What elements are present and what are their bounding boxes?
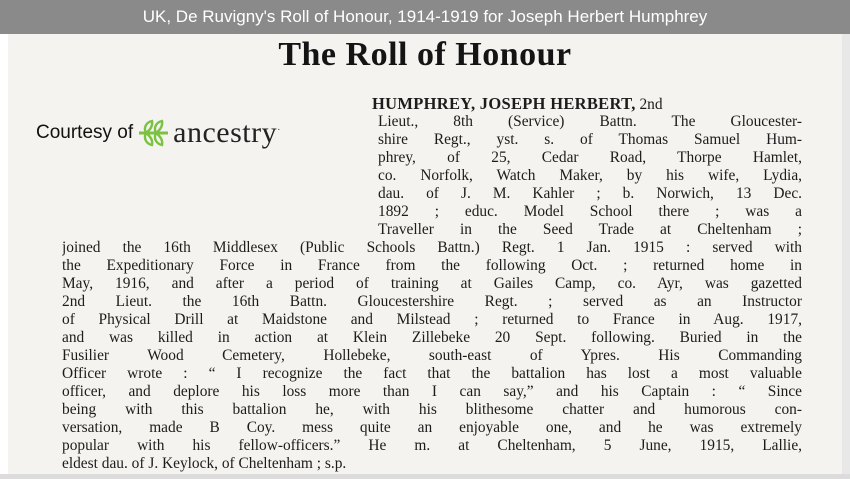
entry-line: of Physical Drill at Maidstone and Milstead ; returned to France in Aug. 1917, <box>62 311 802 328</box>
entry-line: shire Regt., yst. s. of Thomas Samuel Hum- <box>378 131 802 148</box>
entry-line: Lieut., 8th (Service) Battn. The Gloucester- <box>378 113 802 130</box>
courtesy-prefix: Courtesy of <box>36 122 134 143</box>
record-title: UK, De Ruvigny's Roll of Honour, 1914-1919 for Joseph Herbert Humphrey <box>142 7 708 26</box>
entry-line: Officer wrote : “ I recognize the fact that the battalion has lost a most valuable <box>62 365 802 382</box>
entry-line: the Expeditionary Force in France from the following Oct. ; returned home in <box>62 257 802 274</box>
entry-line: popular with his fellow-officers.” He m. at Cheltenham, 5 June, 1915, Lallie, <box>62 437 802 454</box>
entry-line: phrey, of 25, Cedar Road, Thorpe Hamlet, <box>378 149 802 166</box>
entry-line: 1892 ; educ. Model School there ; was a <box>378 203 802 220</box>
courtesy-watermark <box>36 118 280 148</box>
entry-line: 2nd Lieut. the 16th Battn. Gloucestershire Regt. ; served as an Instructor <box>62 293 802 310</box>
title-bar <box>0 0 850 34</box>
entry-line: Traveller in the Seed Trade at Cheltenham ; <box>378 221 802 238</box>
entry-name: HUMPHREY, JOSEPH HERBERT, <box>372 95 636 113</box>
ancestry-leaf-icon <box>137 118 171 148</box>
entry-line: and was killed in action at Klein Zillebeke 20 Sept. following. Buried in the <box>62 329 802 346</box>
viewer-bottom-edge <box>0 474 850 479</box>
entry-line: officer, and deplore his loss more than I can say,” and his Captain : “ Since <box>62 383 802 400</box>
entry-line: Fusilier Wood Cemetery, Hollebeke, south-east of Ypres. His Commanding <box>62 347 802 364</box>
entry-line: May, 1916, and after a period of training at Gailes Camp, co. Ayr, was gazetted <box>62 275 802 292</box>
viewer-edge <box>842 34 850 474</box>
entry-line: joined the 16th Middlesex (Public Schools Battn.) Regt. 1 Jan. 1915 : served with <box>62 239 802 256</box>
entry-line: co. Norfolk, Watch Maker, by his wife, Lydia, <box>378 167 802 184</box>
entry-line: dau. of J. M. Kahler ; b. Norwich, 13 Dec. <box>378 185 802 202</box>
entry-first-line-rest: 2nd <box>635 96 663 113</box>
entry-last-line: eldest dau. of J. Keylock, of Cheltenham ; s.p. <box>62 455 347 472</box>
entry-first-line <box>372 95 804 113</box>
ancestry-brand: ancestry <box>173 116 278 149</box>
brand-mark: · <box>277 123 281 135</box>
entry-line: being with this battalion he, with his blithesome chatter and humorous con- <box>62 401 802 418</box>
document-title: The Roll of Honour <box>278 36 572 73</box>
entry-line: versation, made B Coy. mess quite an enjoyable one, and he was extremely <box>62 419 802 436</box>
